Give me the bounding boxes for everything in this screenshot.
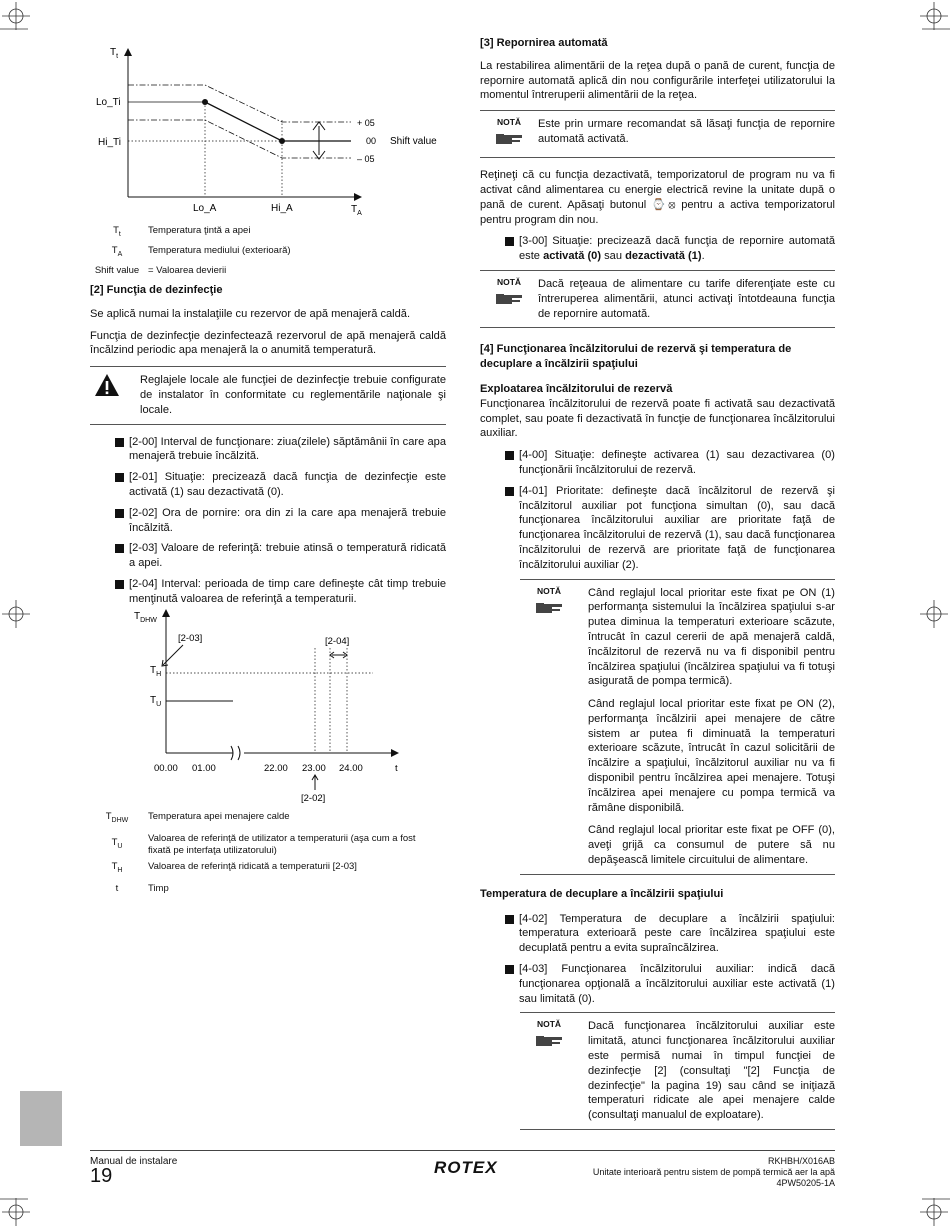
restart-list [505, 234, 835, 264]
x-tick: 24.00 [339, 763, 363, 774]
footer-rule [90, 1150, 835, 1151]
th-label: $T_H$ [150, 665, 162, 678]
x-tick: 23.00 [302, 763, 326, 774]
lo-a-label: Lo_A [193, 203, 217, 214]
chapter-tab [20, 1091, 62, 1146]
list-item: [4-02] Temperatura de decuplare a încălzirii spaţiului: temperatura exterioară peste care încălzirea spaţiului este decuplată pentru a evita supraîncălzirea. [505, 912, 835, 956]
list-item: [2-03] Valoare de referinţă: trebuie atinsă o temperatură ridicată a apei. [115, 541, 446, 571]
y-axis-label: $T_{DHW}$ [134, 611, 157, 624]
lower-shift-line [128, 120, 351, 158]
section-4-heading: [4] Funcţionarea încălzitorului de rezervă şi temperatura de decuplare a încălzirii spaţiului [480, 343, 792, 371]
list-item: [2-00] Interval de funcţionare: ziua(zilele) săptămânii în care apa menajeră trebuie încălzită. [115, 435, 446, 465]
x-axis-label: t [395, 763, 398, 774]
legend-timing: $T_{DHW}$ Temperatura apei menajere calde $T_U$ Valoarea de referinţă de utilizator a temperaturii (aşa cum a fost fixată pe interfaţa utilizatorului) $T_H$ Valoarea de referinţă ridicată a temperaturii [2-03] t Timp [86, 811, 431, 899]
note-label: NOTĂ [496, 117, 522, 128]
note-text: Dacă reţeaua de alimentare cu tarife diferenţiate este cu întreruperea alimentării, atunci activaţi întotdeauna funcţia de repornire automată. [538, 277, 835, 320]
legend-def: Temperatura apei menajere calde [148, 811, 290, 822]
rotex-logo: ROTEX [434, 1158, 498, 1177]
subheading: Exploatarea încălzitorului de rezervă [480, 382, 673, 395]
legend-def: = Valoarea devierii [148, 264, 227, 276]
disinfection-list [115, 435, 446, 607]
section-2-heading: [2] Funcţia de dezinfecţie [90, 284, 223, 296]
label-202: [2-02] [301, 793, 326, 804]
legend-shift: $T_t$ Temperatura ţintă a apei $T_A$ Temperatura mediului (exterioară) Shift value = Valoarea devierii [86, 225, 386, 281]
zero00-label: 00 [366, 136, 377, 146]
legend-def: Temperatura ţintă a apei [148, 225, 251, 236]
page-number: 19 [90, 1165, 113, 1187]
note-label: NOTĂ [536, 1019, 562, 1030]
hi-a-label: Hi_A [271, 203, 293, 214]
crop-mark-bottom-right [920, 1198, 950, 1226]
upper-shift-line [128, 85, 351, 122]
subheading: Temperatura de decuplare a încălzirii spaţiului [480, 887, 724, 900]
paragraph: La restabilirea alimentării de la reţea după o pană de curent, funcţia de repornire automată aplică din nou configurările interfeţei utilizatorului la momentul întreruperii alimentării de la reţea. [480, 59, 835, 102]
model-code: RKHBH/X016AB [767, 1156, 835, 1166]
note-box [520, 1012, 835, 1130]
tu-label: $T_U$ [150, 695, 162, 708]
cutoff-list [505, 912, 835, 1007]
minus05-label: – 05 [357, 154, 375, 164]
left-column [90, 283, 446, 613]
list-item: [2-01] Situaţie: precizează dacă funcţia de dezinfecţie este activată (1) sau dezactivată (0). [115, 470, 446, 500]
shift-value-diagram [88, 40, 458, 220]
lo-point [202, 99, 208, 105]
paragraph: Reţineţi că cu funcţia dezactivată, temporizatorul de program nu va fi activat când alimentarea cu energie electrică revine la unitate după o pană de curent. Apăsaţi butonul ⌚⦻ pentru a activa temporizatorul pentru program din nou. [480, 169, 835, 226]
note-text: Dacă funcţionarea încălzitorului auxiliar este limitată, atunci funcţionarea încălzitorului auxiliar este permisă numai în timpul funcţiei de dezinfecţie [2] (consultaţi "[2] Funcţia de dezinfecţie" la pagina 19) sau când se iniţiază temperaturi ridicate ale apei menajere calde (consultaţi manualul de exploatare). [588, 1020, 835, 1122]
note-box [520, 579, 835, 875]
legend-def: Valoarea de referinţă de utilizator a temperaturii (aşa cum a fost fixată pe interfaţa utilizatorului) [148, 832, 416, 856]
warning-box [90, 366, 446, 424]
pointing-hand-icon [534, 599, 564, 615]
list-item: [4-03] Funcţionarea încălzitorului auxiliar: indică dacă funcţionarea opţională a încălzitorului auxiliar este activată (1) sau limitată (0). [505, 962, 835, 1006]
note-label: NOTĂ [536, 585, 562, 596]
pointing-hand-icon [494, 130, 524, 146]
footer-info [593, 1156, 835, 1189]
crop-mark-mid-right [920, 600, 948, 628]
pointing-hand-icon [494, 290, 524, 306]
plus05-label: + 05 [357, 118, 375, 128]
legend-def: Temperatura mediului (exterioară) [148, 244, 291, 256]
disinfection-timing-diagram [125, 603, 425, 808]
list-item: [2-02] Ora de pornire: ora din zi la care apa menajeră trebuie încălzită. [115, 506, 446, 536]
x-tick: 00.00 [154, 763, 178, 774]
legend-def: Valoarea de referinţă ridicată a temperaturii [2-03] [148, 860, 357, 872]
crop-mark-bottom-left [0, 1198, 30, 1226]
note-box [480, 270, 835, 328]
crop-mark-top-right [920, 2, 950, 30]
y-axis-label: $T_t$ [110, 47, 119, 60]
list-item: [4-00] Situaţie: defineşte activarea (1) sau dezactivarea (0) funcţionării încălzitorului de rezervă. [505, 448, 835, 478]
curve-line [205, 102, 351, 141]
document-code: 4PW50205-1A [776, 1178, 835, 1188]
legend-def: Timp [148, 882, 169, 894]
backup-heater-list [505, 448, 835, 572]
hi-ti-label: Hi_Ti [98, 137, 121, 148]
list-item: [2-04] Interval: perioada de timp care defineşte cât timp trebuie menţinută valoarea de referinţă a temperaturii. [115, 577, 446, 607]
warning-text: Reglajele locale ale funcţiei de dezinfecţie trebuie configurate de instalator în conformitate cu reglementările naţionale şi locale. [140, 374, 446, 416]
x-tick: 01.00 [192, 763, 216, 774]
label-203: [2-03] [178, 633, 203, 644]
note-text: Este prin urmare recomandat să lăsaţi funcţia de repornire automată activată. [538, 118, 835, 145]
x-tick: 22.00 [264, 763, 288, 774]
pointing-hand-icon [534, 1032, 564, 1048]
note-text: Când reglajul local prioritar este fixat pe ON (1) performanţa sistemului la încălzirea spaţiului s-ar putea diminua la temperaturi exterioare scăzute, întrucât în cazul cererii de apă menajeră caldă, încălzitorul de rezervă nu va fi disponibil pentru încălzirea spaţiului (încălzirea spaţiului va fi totuşi asigurată de pompa termică). Când reglajul local prioritar este fixat pe ON (2), performanţa încălzirii apei menajere de către sistem ar putea fi diminuată la temperaturi exterioare scăzute, întrucât în cazul solicitării de încălzire a spaţiului, încălzitorul auxiliar nu va fi disponibil pentru încălzirea apei menajere. Totuşi încălzirea apei menajere cu pompa termică va rămâne disponibilă. Când reglajul local prioritar este fixat pe OFF (0), aveţi grijă ca consumul de putere să nu depăşească limitele circuitului de alimentare. [588, 586, 835, 867]
paragraph: Funcţia de dezinfecţie dezinfectează rezervorul de apă menajeră caldă încălzind periodic apa menajeră la o anumită temperatură. [90, 329, 446, 357]
warning-icon [94, 373, 120, 397]
right-column [480, 36, 835, 1140]
list-item: [4-01] Prioritate: defineşte dacă încălzitorul de rezervă şi încălzitorul auxiliar pot funcţiona simultan (0), sau dacă funcţionarea încălzitorului auxiliar are prioritate faţă de funcţionarea încălzitorului de rezervă (1), sau dacă funcţionarea încălzitorului de rezervă are prioritate faţă de funcţionarea încălzitorului auxiliar (2). [505, 484, 835, 573]
label-204: [2-04] [325, 636, 350, 647]
crop-mark-top-left [0, 2, 30, 30]
manual-title: Manual de instalare [90, 1156, 178, 1167]
x-axis-label: $T_A$ [351, 204, 362, 217]
paragraph: Se aplică numai la instalaţiile cu rezervor de apă menajeră caldă. [90, 307, 411, 320]
unit-description: Unitate interioară pentru sistem de pompă termică aer la apă [592, 1167, 835, 1177]
crop-mark-mid-left [2, 600, 30, 628]
lo-ti-label: Lo_Ti [96, 97, 121, 108]
note-label: NOTĂ [496, 276, 522, 287]
note-box [480, 110, 835, 158]
list-item: [3-00] Situaţie: precizează dacă funcţia de repornire automată este activată (0) sau dezactivată (1). [505, 234, 835, 264]
paragraph: Funcţionarea încălzitorului de rezervă poate fi activată sau dezactivată complet, sau poate fi dezactivată în funcţie de funcţionarea încălzitorului auxiliar. [480, 397, 835, 440]
hi-point [279, 138, 285, 144]
section-3-heading: [3] Repornirea automată [480, 37, 608, 49]
shift-value-label: Shift value [390, 136, 437, 147]
